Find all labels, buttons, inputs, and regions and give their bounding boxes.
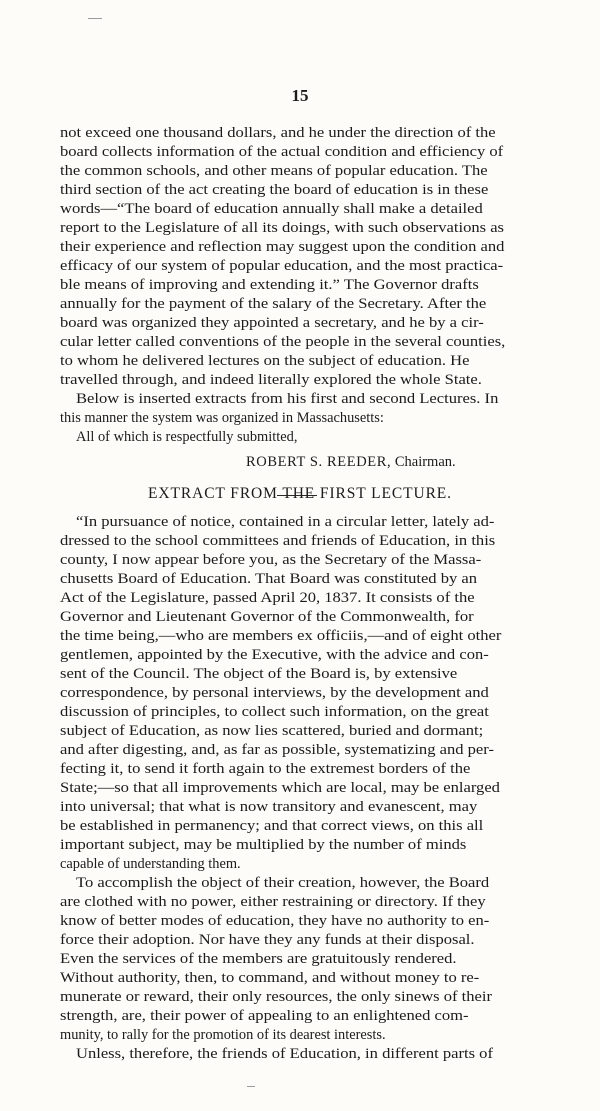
- report-line: third section of the act creating the board of education is in these: [60, 182, 489, 198]
- extract-line: strength, are, their power of appealing to an enlightened com-: [60, 1008, 469, 1024]
- signature: [246, 454, 456, 471]
- report-line: efficacy of our system of popular education, and the most practica-: [60, 258, 504, 274]
- extract-line: capable of understanding them.: [60, 856, 241, 872]
- extract-line: Governor and Lieutenant Governor of the Commonwealth, for: [60, 609, 474, 625]
- extract-line: into universal; that what is now transitory and evanescent, may: [60, 799, 478, 815]
- extract-line: and after digesting, and, as far as possible, systematizing and per-: [60, 742, 494, 758]
- report-line: this manner the system was organized in Massachusetts:: [60, 410, 384, 426]
- extract-line: force their adoption. Nor have they any funds at their disposal.: [60, 932, 475, 948]
- report-line: annually for the payment of the salary of the Secretary. After the: [60, 296, 487, 312]
- extract-line: Act of the Legislature, passed April 20, 1837. It consists of the: [60, 590, 475, 606]
- bottom-mark: [247, 1086, 255, 1087]
- report-line: to whom he delivered lectures on the subject of education. He: [60, 353, 470, 369]
- extract-line: county, I now appear before you, as the Secretary of the Massa-: [60, 552, 482, 568]
- report-line: Below is inserted extracts from his first and second Lectures. In: [76, 391, 499, 407]
- extract-line: Without authority, then, to command, and without money to re-: [60, 970, 480, 986]
- extract-line: munity, to rally for the promotion of its dearest interests.: [60, 1027, 386, 1043]
- extract-line: fecting it, to send it forth again to the extremest borders of the: [60, 761, 471, 777]
- signatory-name: ROBERT S. REEDER,: [246, 454, 392, 470]
- extract-line: State;—so that all improvements which are local, may be enlarged: [60, 780, 500, 796]
- report-line: the common schools, and other means of popular education. The: [60, 163, 488, 179]
- extract-line: the time being,—who are members ex officiis,—and of eight other: [60, 628, 502, 644]
- extract-line: munerate or reward, their only resources, the only sinews of their: [60, 989, 492, 1005]
- report-line: report to the Legislature of all its doings, with such observations as: [60, 220, 504, 236]
- extract-line: gentlemen, appointed by the Executive, with the advice and con-: [60, 647, 489, 663]
- report-line: ble means of improving and extending it.” The Governor drafts: [60, 277, 479, 293]
- report-line: board was organized they appointed a secretary, and he by a cir-: [60, 315, 484, 331]
- extract-line: Even the services of the members are gratuitously rendered.: [60, 951, 457, 967]
- extract-heading: EXTRACT FROM THE FIRST LECTURE.: [148, 485, 452, 502]
- report-line: not exceed one thousand dollars, and he under the direction of the: [60, 125, 496, 141]
- report-line: their experience and reflection may suggest upon the condition and: [60, 239, 505, 255]
- extract-line: sent of the Council. The object of the Board is, by extensive: [60, 666, 458, 682]
- signatory-title: Chairman.: [394, 454, 456, 470]
- extract-line: know of better modes of education, they have no authority to en-: [60, 913, 490, 929]
- report-line: words—“The board of education annually shall make a detailed: [60, 201, 483, 217]
- extract-line: To accomplish the object of their creation, however, the Board: [76, 875, 490, 891]
- top-mark: [88, 18, 102, 19]
- extract-line: dressed to the school committees and friends of Education, in this: [60, 533, 496, 549]
- report-line: travelled through, and indeed literally explored the whole State.: [60, 372, 482, 388]
- report-line: cular letter called conventions of the people in the several counties,: [60, 334, 506, 350]
- extract-line: important subject, may be multiplied by the number of minds: [60, 837, 467, 853]
- extract-line: be established in permanency; and that correct views, on this all: [60, 818, 484, 834]
- extract-line: Unless, therefore, the friends of Education, in different parts of: [76, 1046, 493, 1062]
- report-line: board collects information of the actual condition and efficiency of: [60, 144, 504, 160]
- page-number: 15: [291, 86, 309, 105]
- report-line: All of which is respectfully submitted,: [76, 429, 298, 445]
- extract-line: are clothed with no power, either restraining or directory. If they: [60, 894, 486, 910]
- extract-line: “In pursuance of notice, contained in a circular letter, lately ad-: [76, 514, 495, 530]
- extract-line: correspondence, by personal interviews, by the development and: [60, 685, 489, 701]
- extract-line: discussion of principles, to collect such information, on the great: [60, 704, 489, 720]
- extract-line: subject of Education, as now lies scattered, buried and dormant;: [60, 723, 484, 739]
- extract-line: chusetts Board of Education. That Board was constituted by an: [60, 571, 478, 587]
